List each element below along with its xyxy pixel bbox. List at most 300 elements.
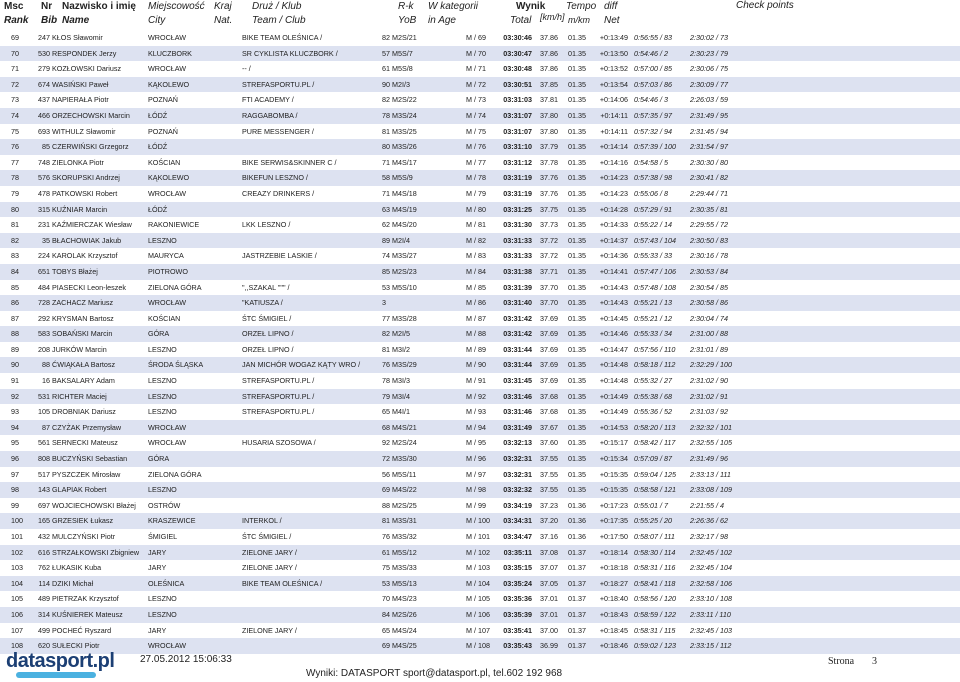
net-cell: 0:57:47 / 106 [634, 266, 676, 276]
name-cell: TOBYS Błażej [52, 266, 98, 276]
speed-cell: 37.81 [540, 95, 558, 105]
header-net: Net [604, 15, 620, 26]
diff-cell: +0:18:46 [599, 641, 628, 651]
checkpoint-cell: 2:31:02 / 91 [690, 391, 728, 401]
name-cell: KAROLAK Krzysztof [52, 251, 118, 261]
table-row [0, 170, 960, 186]
bib-cell: 35 [42, 235, 50, 245]
team-cell: STREFASPORTU.PL / [242, 391, 315, 401]
city-cell: WROCŁAW [148, 438, 187, 448]
table-row [0, 607, 960, 623]
name-cell: KŁOS Sławomir [52, 33, 103, 42]
speed-cell: 37.00 [540, 625, 558, 635]
category-cell: M / 102 [466, 547, 490, 557]
tempo-cell: 01.35 [568, 454, 586, 464]
bib-cell: 292 [38, 313, 50, 323]
team-cell: JASTRZEBIE LASKIE / [242, 251, 317, 261]
total-time-cell: 03:34:19 [503, 500, 532, 510]
header-diff: diff [604, 1, 618, 12]
city-cell: LESZNO [148, 609, 177, 619]
checkpoint-cell: 2:30:58 / 86 [690, 298, 728, 308]
yob-cell: 84 M2S/26 [382, 609, 417, 619]
category-cell: M / 90 [466, 360, 486, 370]
tempo-cell: 01.35 [568, 220, 586, 230]
name-cell: WASIŃSKI Paweł [52, 79, 109, 89]
city-cell: ŁÓDŹ [148, 204, 168, 214]
city-cell: KOŚCIAN [148, 313, 181, 323]
table-row [0, 357, 960, 373]
team-cell: ŚTC ŚMIGIEL / [242, 313, 292, 323]
rank-cell: 89 [11, 344, 19, 354]
rank-cell: 87 [11, 313, 19, 323]
checkpoint-cell: 2:30:41 / 82 [690, 173, 728, 183]
total-time-cell: 03:34:31 [503, 516, 532, 526]
bib-cell: 620 [38, 641, 50, 651]
table-row [0, 280, 960, 296]
net-cell: 0:57:32 / 94 [634, 126, 672, 136]
speed-cell: 37.79 [540, 142, 558, 152]
team-cell: ORZEŁ LIPNO / [242, 329, 294, 339]
team-cell: SR CYKLISTA KLUCZBORK / [242, 48, 338, 58]
category-cell: M / 72 [466, 79, 486, 89]
tempo-cell: 01.35 [568, 360, 586, 370]
category-cell: M / 86 [466, 298, 486, 308]
category-cell: M / 85 [466, 282, 486, 292]
yob-cell: 80 M3S/26 [382, 142, 417, 152]
total-time-cell: 03:35:41 [503, 625, 532, 635]
team-cell: ŚTC ŚMIGIEL / [242, 532, 292, 541]
rank-cell: 95 [11, 438, 19, 448]
header-nr: Nr [41, 1, 53, 12]
tempo-cell: 01.35 [568, 422, 586, 432]
city-cell: RAKONIEWICE [148, 220, 200, 230]
category-cell: M / 80 [466, 204, 486, 214]
bib-cell: 517 [38, 469, 50, 479]
table-row [0, 77, 960, 93]
yob-cell: 70 M4S/23 [382, 594, 417, 604]
speed-cell: 37.80 [540, 126, 558, 136]
checkpoint-cell: 2:30:23 / 79 [690, 48, 728, 58]
category-cell: M / 69 [466, 33, 486, 42]
rank-cell: 79 [11, 188, 19, 198]
tempo-cell: 01.37 [568, 641, 586, 651]
table-row [0, 467, 960, 483]
team-cell: STREFASPORTU.PL / [242, 407, 315, 417]
bib-cell: 437 [38, 95, 50, 105]
speed-cell: 37.69 [540, 329, 558, 339]
total-time-cell: 03:30:48 [503, 64, 532, 74]
diff-cell: +0:14:11 [600, 126, 628, 136]
yob-cell: 69 M4S/22 [382, 485, 417, 495]
total-time-cell: 03:30:47 [503, 48, 532, 58]
bib-cell: 808 [38, 454, 50, 464]
city-cell: WROCŁAW [148, 33, 187, 42]
results-contact: Wyniki: DATASPORT sport@datasport.pl, tel.602 192 968 [306, 668, 563, 679]
table-row [0, 217, 960, 233]
rank-cell: 78 [11, 173, 19, 183]
category-cell: M / 82 [466, 235, 486, 245]
net-cell: 0:58:30 / 114 [634, 547, 676, 557]
header-city-en: City [148, 15, 166, 26]
bib-cell: 651 [38, 266, 50, 276]
rank-cell: 77 [11, 157, 19, 167]
yob-cell: 78 M3I/3 [382, 376, 410, 386]
name-cell: PYSZCZEK Mirosław [52, 469, 121, 479]
tempo-cell: 01.35 [568, 188, 586, 198]
table-row [0, 311, 960, 327]
table-row [0, 264, 960, 280]
net-cell: 0:58:56 / 120 [634, 594, 676, 604]
city-cell: WROCŁAW [148, 64, 187, 74]
speed-cell: 37.73 [540, 220, 558, 230]
category-cell: M / 103 [466, 563, 490, 573]
speed-cell: 37.75 [540, 204, 558, 214]
tempo-cell: 01.35 [568, 142, 586, 152]
total-time-cell: 03:31:44 [503, 344, 532, 354]
rank-cell: 101 [11, 532, 23, 541]
net-cell: 0:55:36 / 52 [634, 407, 672, 417]
header-bib: Bib [41, 15, 58, 26]
tempo-cell: 01.35 [568, 391, 586, 401]
name-cell: KAŹMIERCZAK Wiesław [52, 220, 132, 230]
category-cell: M / 76 [466, 142, 486, 152]
bib-cell: 88 [42, 360, 50, 370]
total-time-cell: 03:34:47 [503, 532, 532, 541]
name-cell: ORZECHOWSKI Marcin [52, 110, 130, 120]
bib-cell: 247 [38, 33, 50, 42]
bib-cell: 16 [42, 376, 50, 386]
speed-cell: 37.67 [540, 422, 558, 432]
diff-cell: +0:18:14 [599, 547, 628, 557]
net-cell: 0:55:01 / 7 [634, 500, 668, 510]
tempo-cell: 01.35 [568, 407, 586, 417]
table-row [0, 30, 960, 46]
tempo-cell: 01.35 [568, 469, 586, 479]
yob-cell: 88 M2S/25 [382, 500, 417, 510]
header-team-pl: Druż / Klub [252, 1, 302, 12]
checkpoint-cell: 2:32:45 / 102 [690, 547, 732, 557]
yob-cell: 71 M4S/17 [382, 157, 417, 167]
total-time-cell: 03:31:45 [503, 376, 532, 386]
name-cell: DZIKI Michał [52, 578, 94, 588]
city-cell: ŚMIGIEL [148, 532, 178, 541]
diff-cell: +0:14:23 [599, 173, 628, 183]
checkpoint-cell: 2:32:55 / 105 [690, 438, 732, 448]
name-cell: ŁUKASIK Kuba [52, 563, 102, 573]
table-row [0, 435, 960, 451]
yob-cell: 53 M5S/13 [382, 578, 417, 588]
category-cell: M / 70 [466, 48, 486, 58]
diff-cell: +0:14:36 [599, 251, 628, 261]
checkpoint-cell: 2:30:53 / 84 [690, 266, 728, 276]
bib-cell: 105 [38, 407, 50, 417]
table-row [0, 560, 960, 576]
city-cell: LESZNO [148, 235, 177, 245]
name-cell: ĆWIĄKAŁA Bartosz [52, 360, 116, 370]
category-cell: M / 88 [466, 329, 486, 339]
tempo-cell: 01.35 [568, 438, 586, 448]
net-cell: 0:57:29 / 91 [634, 204, 672, 214]
checkpoint-cell: 2:31:49 / 95 [690, 110, 728, 120]
bib-cell: 674 [38, 79, 50, 89]
speed-cell: 37.69 [540, 344, 558, 354]
diff-cell: +0:17:35 [599, 516, 628, 526]
total-time-cell: 03:32:13 [503, 438, 532, 448]
rank-cell: 99 [11, 500, 19, 510]
speed-cell: 37.70 [540, 282, 558, 292]
net-cell: 0:55:25 / 20 [634, 516, 672, 526]
table-header [0, 0, 960, 30]
speed-cell: 37.69 [540, 376, 558, 386]
category-cell: M / 96 [466, 454, 486, 464]
rank-cell: 103 [11, 563, 23, 573]
checkpoint-cell: 2:31:02 / 90 [690, 376, 728, 386]
net-cell: 0:58:31 / 116 [634, 563, 676, 573]
page-number: 3 [872, 656, 877, 667]
total-time-cell: 03:31:42 [503, 329, 532, 339]
checkpoint-cell: 2:33:11 / 110 [690, 609, 731, 619]
total-time-cell: 03:31:49 [503, 422, 532, 432]
city-cell: JARY [148, 563, 167, 573]
diff-cell: +0:14:49 [599, 391, 628, 401]
logo-swoosh [16, 672, 96, 678]
bib-cell: 484 [38, 282, 50, 292]
speed-cell: 37.55 [540, 485, 558, 495]
checkpoint-cell: 2:33:15 / 112 [690, 641, 732, 651]
team-cell: ZIELONE JARY / [242, 547, 297, 557]
diff-cell: +0:15:34 [599, 454, 628, 464]
tempo-cell: 01.35 [568, 33, 586, 42]
name-cell: WITHULZ Sławomir [52, 126, 116, 136]
yob-cell: 90 M2I/3 [382, 79, 410, 89]
city-cell: KĄKOLEWO [148, 79, 190, 89]
tempo-cell: 01.37 [568, 594, 586, 604]
rank-cell: 71 [11, 64, 19, 74]
diff-cell: +0:14:33 [599, 220, 628, 230]
table-row [0, 529, 960, 545]
city-cell: JARY [148, 625, 167, 635]
net-cell: 0:58:58 / 121 [634, 485, 676, 495]
checkpoint-cell: 2:30:54 / 85 [690, 282, 728, 292]
diff-cell: +0:17:23 [599, 500, 628, 510]
speed-cell: 37.07 [540, 563, 558, 573]
header-kmh: [km/h] [540, 12, 565, 22]
rank-cell: 108 [11, 641, 23, 651]
name-cell: JURKÓW Marcin [52, 344, 107, 354]
yob-cell: 74 M3S/27 [382, 251, 417, 261]
net-cell: 0:57:56 / 110 [634, 344, 676, 354]
yob-cell: 61 M5S/12 [382, 547, 417, 557]
tempo-cell: 01.35 [568, 313, 586, 323]
net-cell: 0:57:09 / 87 [634, 454, 672, 464]
yob-cell: 56 M5S/11 [382, 469, 417, 479]
net-cell: 0:57:00 / 85 [634, 64, 672, 74]
total-time-cell: 03:31:39 [503, 282, 532, 292]
speed-cell: 37.68 [540, 407, 558, 417]
name-cell: PATKOWSKI Robert [52, 188, 118, 198]
diff-cell: +0:14:46 [599, 329, 628, 339]
team-cell: FTI ACADEMY / [242, 95, 294, 105]
checkpoint-cell: 2:31:01 / 89 [690, 344, 728, 354]
yob-cell: 68 M4S/21 [382, 422, 417, 432]
checkpoint-cell: 2:30:16 / 78 [690, 251, 728, 261]
city-cell: OLEŚNICA [148, 578, 185, 588]
name-cell: KUŚNIEREK Mateusz [52, 609, 123, 619]
city-cell: KRASZEWICE [148, 516, 196, 526]
team-cell: ZIELONE JARY / [242, 625, 297, 635]
checkpoint-cell: 2:30:09 / 77 [690, 79, 728, 89]
tempo-cell: 01.35 [568, 204, 586, 214]
category-cell: M / 77 [466, 157, 486, 167]
speed-cell: 37.72 [540, 251, 558, 261]
rank-cell: 100 [11, 516, 23, 526]
rank-cell: 83 [11, 251, 19, 261]
speed-cell: 37.85 [540, 79, 558, 89]
yob-cell: 58 M5S/9 [382, 173, 413, 183]
category-cell: M / 78 [466, 173, 486, 183]
name-cell: CZERWIŃSKI Grzegorz [52, 142, 129, 152]
bib-cell: 279 [38, 64, 50, 74]
city-cell: LESZNO [148, 594, 177, 604]
net-cell: 0:55:33 / 33 [634, 251, 672, 261]
team-cell: RAGGABOMBA / [242, 110, 298, 120]
name-cell: POCHEĆ Ryszard [52, 625, 112, 635]
category-cell: M / 104 [466, 578, 490, 588]
net-cell: 0:55:21 / 12 [634, 313, 672, 323]
name-cell: KUŹNIAR Marcin [52, 204, 108, 214]
table-row [0, 498, 960, 514]
speed-cell: 37.78 [540, 157, 558, 167]
rank-cell: 85 [11, 282, 19, 292]
yob-cell: 61 M5S/8 [382, 64, 413, 74]
net-cell: 0:55:38 / 68 [634, 391, 672, 401]
speed-cell: 37.76 [540, 173, 558, 183]
checkpoint-cell: 2:31:00 / 88 [690, 329, 728, 339]
city-cell: GÓRA [148, 454, 170, 464]
name-cell: BAKSALARY Adam [52, 376, 115, 386]
rank-cell: 80 [11, 204, 19, 214]
header-tempo: Tempo [566, 1, 597, 12]
header-check-points: Check points [736, 0, 794, 11]
checkpoint-cell: 2:31:49 / 96 [690, 454, 728, 464]
yob-cell: 81 M3S/31 [382, 516, 417, 526]
table-row [0, 576, 960, 592]
checkpoint-cell: 2:30:35 / 81 [690, 204, 728, 214]
table-row [0, 202, 960, 218]
net-cell: 0:57:48 / 108 [634, 282, 676, 292]
net-cell: 0:59:04 / 125 [634, 469, 676, 479]
tempo-cell: 01.35 [568, 251, 586, 261]
checkpoint-cell: 2:31:03 / 92 [690, 407, 728, 417]
speed-cell: 37.08 [540, 547, 558, 557]
speed-cell: 37.86 [540, 64, 558, 74]
diff-cell: +0:14:43 [599, 282, 628, 292]
header-cat-pl: W kategorii [428, 1, 479, 12]
table-row [0, 342, 960, 358]
checkpoint-cell: 2:29:55 / 72 [690, 220, 728, 230]
bib-cell: 561 [38, 438, 50, 448]
rank-cell: 96 [11, 454, 19, 464]
net-cell: 0:57:03 / 86 [634, 79, 672, 89]
bib-cell: 762 [38, 563, 50, 573]
tempo-cell: 01.37 [568, 609, 586, 619]
bib-cell: 489 [38, 594, 50, 604]
bib-cell: 165 [38, 516, 50, 526]
rank-cell: 91 [11, 376, 19, 386]
category-cell: M / 95 [466, 438, 486, 448]
name-cell: PIASECKI Leon-leszek [52, 282, 126, 292]
header-country-pl: Kraj [214, 1, 232, 12]
checkpoint-cell: 2:31:45 / 94 [690, 126, 728, 136]
checkpoint-cell: 2:32:17 / 98 [690, 532, 728, 541]
checkpoint-cell: 2:32:45 / 104 [690, 563, 732, 573]
city-cell: KLUCZBORK [148, 48, 192, 58]
table-row [0, 420, 960, 436]
yob-cell: 71 M4S/18 [382, 188, 417, 198]
rank-cell: 94 [11, 422, 19, 432]
yob-cell: 76 M3S/29 [382, 360, 417, 370]
category-cell: M / 92 [466, 391, 486, 401]
category-cell: M / 79 [466, 188, 486, 198]
net-cell: 0:58:31 / 115 [634, 625, 676, 635]
total-time-cell: 03:32:31 [503, 454, 532, 464]
team-cell: ORZEŁ LIPNO / [242, 344, 294, 354]
checkpoint-cell: 2:26:03 / 59 [690, 95, 728, 105]
category-cell: M / 101 [466, 532, 490, 541]
checkpoint-cell: 2:33:13 / 111 [690, 469, 731, 479]
total-time-cell: 03:31:46 [503, 391, 532, 401]
category-cell: M / 75 [466, 126, 486, 136]
table-row [0, 186, 960, 202]
tempo-cell: 01.37 [568, 625, 586, 635]
diff-cell: +0:14:28 [599, 204, 628, 214]
rank-cell: 93 [11, 407, 19, 417]
table-row [0, 124, 960, 140]
team-cell: STREFASPORTU.PL / [242, 376, 315, 386]
total-time-cell: 03:31:07 [503, 110, 532, 120]
header-wynik: Wynik [516, 1, 546, 12]
tempo-cell: 01.35 [568, 48, 586, 58]
category-cell: M / 73 [466, 95, 486, 105]
team-cell: BIKE SERWIS&SKINNER C / [242, 157, 337, 167]
name-cell: STRZAŁKOWSKI Zbigniew [52, 547, 140, 557]
name-cell: KRYSMAN Bartosz [52, 313, 114, 323]
category-cell: M / 94 [466, 422, 486, 432]
tempo-cell: 01.35 [568, 266, 586, 276]
diff-cell: +0:14:47 [599, 344, 628, 354]
rank-cell: 105 [11, 594, 23, 604]
category-cell: M / 107 [466, 625, 490, 635]
city-cell: ZIELONA GÓRA [148, 469, 202, 479]
checkpoint-cell: 2:31:54 / 97 [690, 142, 728, 152]
net-cell: 0:58:18 / 112 [634, 360, 676, 370]
results-table [0, 30, 960, 654]
team-cell: JAN MICHÓR WOGAZ KĄTY WRO / [242, 360, 361, 370]
city-cell: KĄKOLEWO [148, 173, 190, 183]
checkpoint-cell: 2:32:32 / 101 [690, 422, 732, 432]
team-cell: -- / [242, 64, 251, 74]
speed-cell: 37.55 [540, 469, 558, 479]
diff-cell: +0:14:49 [599, 407, 628, 417]
total-time-cell: 03:31:33 [503, 235, 532, 245]
header-city-pl: Miejscowość [148, 1, 205, 12]
yob-cell: 62 M4S/20 [382, 220, 417, 230]
speed-cell: 37.69 [540, 313, 558, 323]
name-cell: PIETRZAK Krzysztof [52, 594, 119, 604]
team-cell: INTERKOL / [242, 516, 282, 526]
table-row [0, 623, 960, 639]
total-time-cell: 03:35:11 [503, 547, 532, 557]
